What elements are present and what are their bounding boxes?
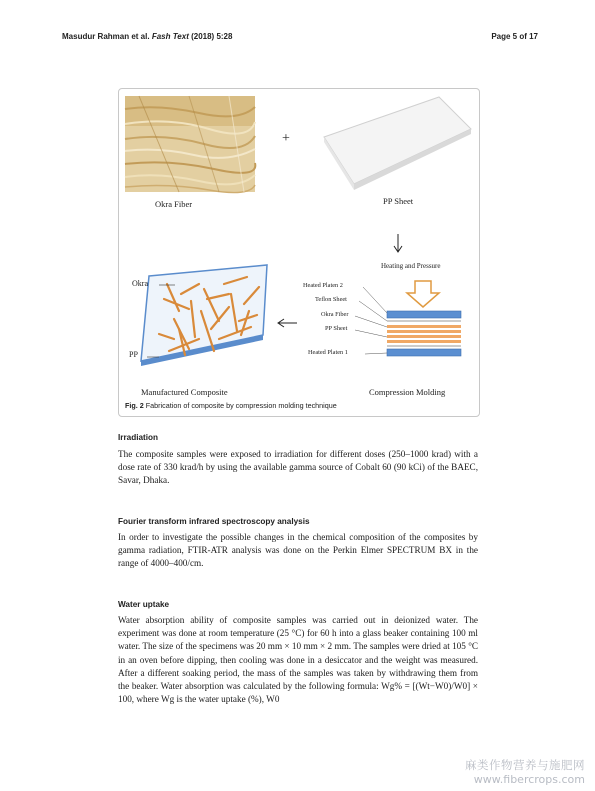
watermark-chinese: 麻类作物营养与施肥网 [465,758,585,772]
manufactured-composite-drawing [141,265,267,366]
header-journal: Fash Text [151,32,189,41]
manufactured-composite-label: Manufactured Composite [141,387,228,397]
page-number: Page 5 of 17 [491,32,538,41]
pp-sheet-image [324,97,471,190]
compression-molding-label: Compression Molding [369,387,446,397]
header-authors: Masudur Rahman et al. [62,32,150,41]
heading-irradiation: Irradiation [118,433,159,442]
plus-sign: + [282,131,290,146]
pp-sheet-small-label: PP Sheet [325,325,348,332]
paragraph-ftir: In order to investigate the possible changes in the chemical composition of the composites by gamma radiation, FTIR-ATR analysis was done on the Perkin Elmer SPECTRUM BX in the range of 4000–400/cm. [118,532,478,569]
compression-molding-drawing [355,281,461,356]
caption-label: Fig. 2 [125,401,144,410]
teflon-sheet-label: Teflon Sheet [315,296,347,303]
figure-caption [125,401,337,410]
header-issue: (2018) 5:28 [191,32,233,41]
running-header-citation [62,32,232,41]
okra-fiber-image [125,96,255,193]
heading-water-uptake: Water uptake [118,600,170,609]
watermark-url: www.fibercrops.com [473,773,585,786]
figure-illustration [119,89,479,416]
paragraph-irradiation: The composite samples were exposed to irradiation for different doses (250–1000 krad) with a dose rate of 330 krad/h by using the available gamma source of Cobalt 60 (90 kCi) of the BAEC, Savar, Dhaka. [118,449,478,486]
figure-2 [118,88,480,417]
heating-pressure-label: Heating and Pressure [381,262,441,270]
left-arrow-icon [278,319,297,327]
paragraph-water-uptake: Water absorption ability of composite samples was carried out in deionized water. The experiment was done at room temperature (25 °C) for 60 h into a glass beaker containing 100 ml water. The size of the specimens was 20 mm × 10 mm × 2 mm. The samples were dried at 105 °C in an oven before dipping, then cooling was done in a desiccator and the weight was measured. After a different soaking period, the mass of the samples was taken by withdrawing them from the beaker. Water absorption was calculated by the following formula: Wg% = [(Wt−W0)/W0] × 100, where Wg is the water uptake (%), W0 [118,615,478,705]
heading-ftir: Fourier transform infrared spectroscopy analysis [118,517,310,526]
heated-platen-1-label: Heated Platen 1 [308,349,348,356]
heated-platen-2-label: Heated Platen 2 [303,282,343,289]
caption-text: Fabrication of composite by compression molding technique [145,401,337,410]
down-arrow-icon [394,234,402,252]
pp-sheet-label: PP Sheet [383,196,414,206]
okra-fiber-small-label: Okra Fiber [321,311,349,318]
okra-label: Okra [132,279,148,288]
okra-fiber-label: Okra Fiber [155,199,193,209]
pp-label: PP [129,350,138,359]
